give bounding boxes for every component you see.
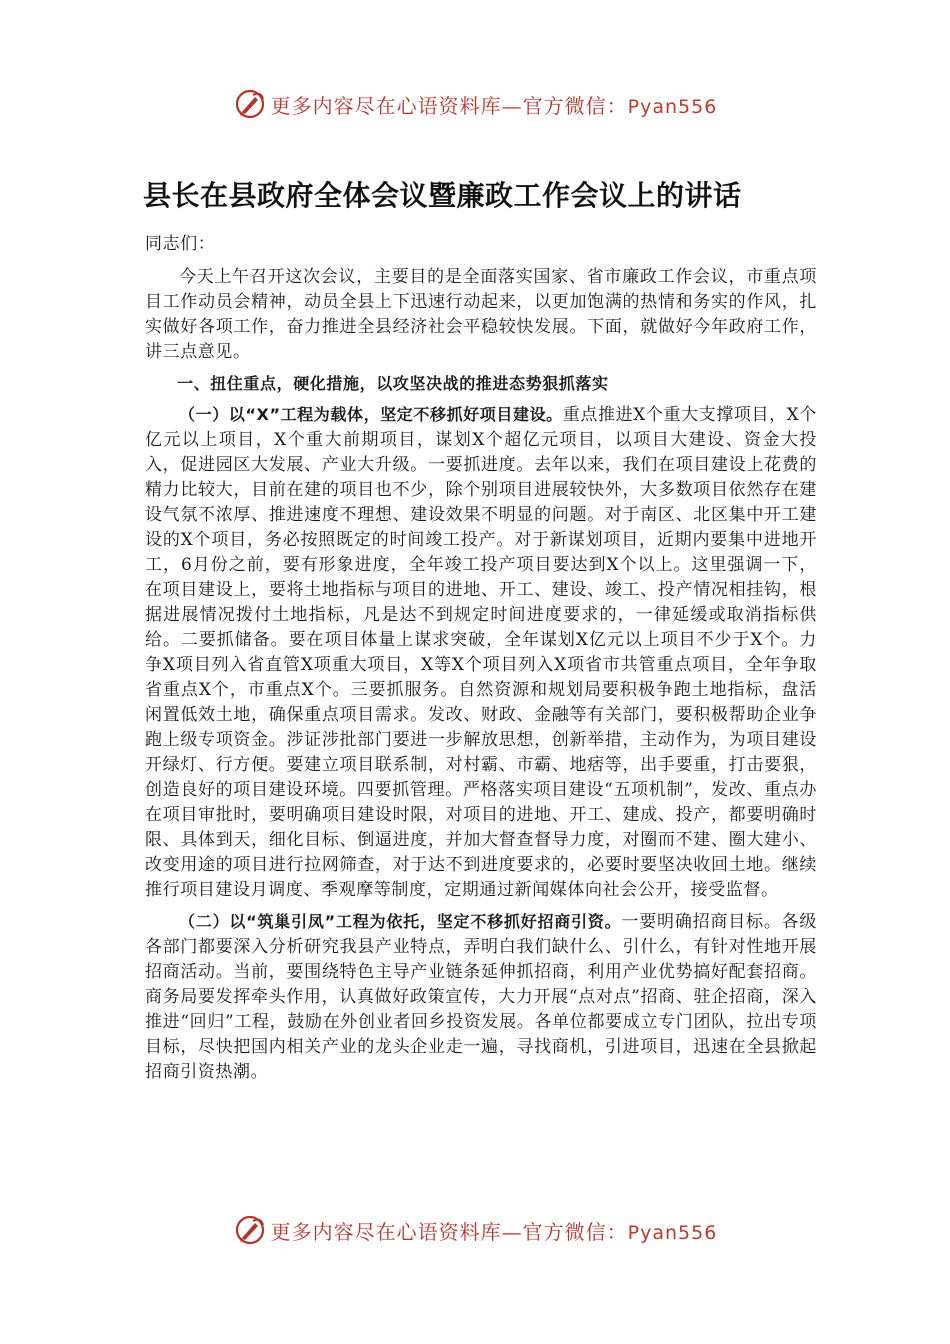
banner-text <box>271 1216 718 1245</box>
banner-wechat-id: Pyan556 <box>627 95 718 118</box>
subsection-1-body: 重点推进X个重大支撑项目，X个亿元以上项目，X个重大前期项目，谋划X个超亿元项目，以项目大建设、资金大投入，促进园区大发展、产业大升级。一要抓进度。去年以来，我们在项目建设上花费的精力比较大，目前在建的项目也不少，除个别项目进展较快外，大多数项目依然存在建设气氛不浓厚、推进速度不理想、建设效果不明显的问题。对于南区、北区集中开工建设的X个项目，务必按照既定的时间竣工投产。对于新谋划项目，近期内要集中进地开工，6月份之前，要有形象进度，全年竣工投产项目要达到X个以上。这里强调一下，在项目建设上，要将土地指标与项目的进地、开工、建设、竣工、投产情况相挂钩，根据进展情况拨付土地指标，凡是达不到规定时间进度要求的，一律延缓或取消指标供给。二要抓储备。要在项目体量上谋求突破，全年谋划X亿元以上项目不少于X个。力争X项目列入省直管X项重大项目，X等X个项目列入X项省市共管重点项目，全年争取省重点X个，市重点X个。三要抓服务。自然资源和规划局要积极争跑土地指标，盘活闲置低效土地，确保重点项目需求。发改、财政、金融等有关部门，要积极帮助企业争跑上级专项资金。涉证涉批部门要进一步解放思想，创新举措，主动作为，为项目建设开绿灯、行方便。要建立项目联系制，对村霸、市霸、地痞等，出手要重，打击要狠，创造良好的项目建设环境。四要抓管理。严格落实项目建设“五项机制”，发改、重点办在项目审批时，要明确项目建设时限，对项目的进地、开工、建成、投产，都要明确时限、具体到天，细化目标、倒逼进度，并加大督查督导力度，对圈而不建、圈大建小、改变用途的项目进行拉网筛查，对于达不到进度要求的，必要时要坚决收回土地。继续推行项目建设月调度、季观摩等制度，定期通过新闻媒体向社会公开，接受监督。 <box>145 405 817 900</box>
banner-main-text: 更多内容尽在心语资料库 <box>270 1219 502 1244</box>
subsection-2-lead: （二）以“筑巢引凤”工程为依托，坚定不移抓好招商引资。 <box>179 912 622 931</box>
header-banner <box>0 84 950 124</box>
banner-wechat-label: 官方微信： <box>522 1219 628 1244</box>
subsection-2-paragraph <box>145 909 817 1085</box>
greeting: 同志们： <box>145 234 216 254</box>
subsection-1-lead: （一）以“X”工程为载体，坚定不移抓好项目建设。 <box>179 405 563 424</box>
pen-logo-icon <box>233 87 267 121</box>
intro-paragraph: 今天上午召开这次会议，主要目的是全面落实国家、省市廉政工作会议，市重点项目工作动员会精神，动员全县上下迅速行动起来，以更加饱满的热情和务实的作风，扎实做好各项工作，奋力推进全县经济社会平稳较快发展。下面，就做好今年政府工作，讲三点意见。 <box>145 267 817 362</box>
pen-logo-icon <box>233 1213 267 1247</box>
section-heading: 一、扭住重点，硬化措施，以攻坚决战的推进态势狠抓落实 <box>177 374 609 393</box>
banner-dash: — <box>501 1219 523 1244</box>
banner-dash: — <box>501 93 523 118</box>
document-title: 县长在县政府全体会议暨廉政工作会议上的讲话 <box>143 179 742 212</box>
document-body <box>145 232 817 1085</box>
subsection-1-paragraph <box>145 402 817 903</box>
banner-wechat-id: Pyan556 <box>627 1221 718 1244</box>
footer-banner <box>0 1210 950 1250</box>
banner-main-text: 更多内容尽在心语资料库 <box>270 93 502 118</box>
banner-wechat-label: 官方微信： <box>522 93 628 118</box>
banner-text <box>271 90 718 119</box>
subsection-2-body: 一要明确招商目标。各级各部门都要深入分析研究我县产业特点，弄明白我们缺什么、引什么，有针对性地开展招商活动。当前，要围绕特色主导产业链条延伸抓招商，利用产业优势搞好配套招商。商务局要发挥牵头作用，认真做好政策宣传，大力开展“点对点”招商、驻企招商，深入推进“回归”工程，鼓励在外创业者回乡投资发展。各单位都要成立专门团队，拉出专项目标，尽快把国内相关产业的龙头企业走一遍，寻找商机，引进项目，迅速在全县掀起招商引资热潮。 <box>145 912 818 1082</box>
